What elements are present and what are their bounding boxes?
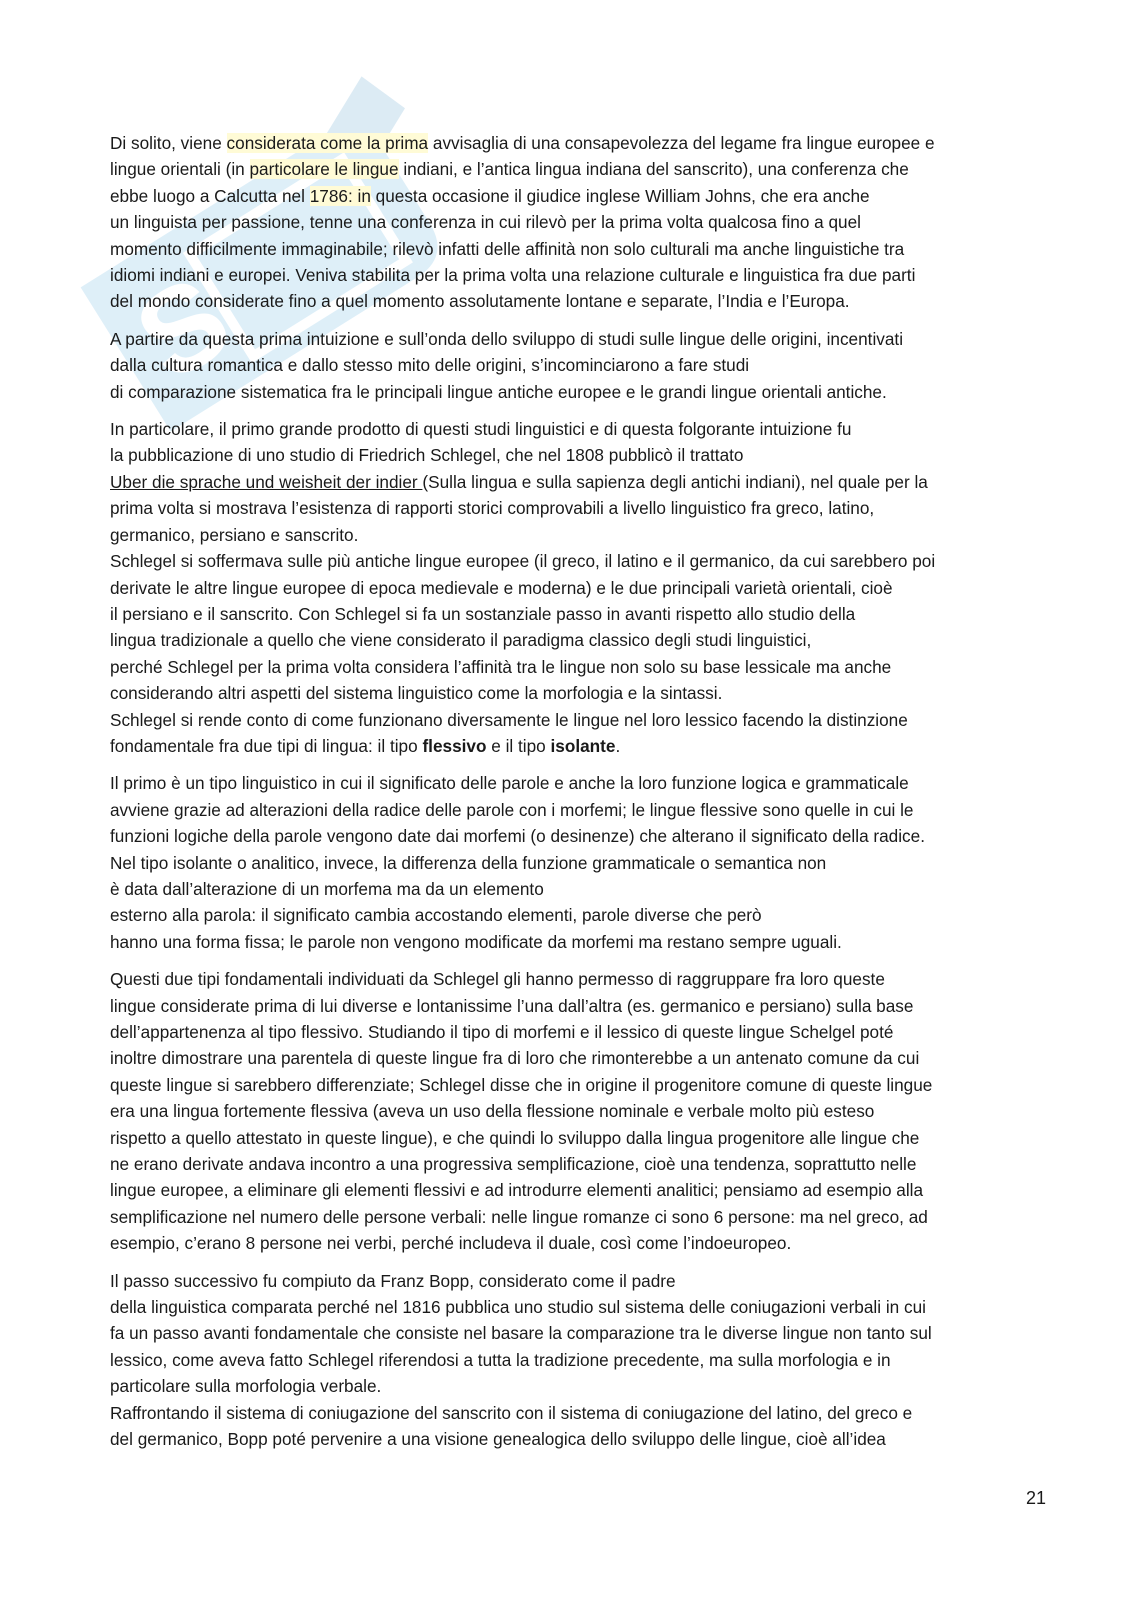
paragraph-4 xyxy=(110,770,1050,955)
text-line: momento difficilmente immaginabile; rilevò infatti delle affinità non solo culturali ma anche linguistiche tra xyxy=(110,238,905,259)
text-line: lingue europee, a eliminare gli elementi flessivi e ad introdurre elementi analitici; pensiamo ad esempio alla xyxy=(110,1180,924,1201)
text-line: derivate le altre lingue europee di epoca medievale e moderna) e le due principali varietà orientali, cioè xyxy=(110,577,893,598)
book-title: Uber die sprache und weisheit der indier xyxy=(110,471,423,492)
text-line: considerando altri aspetti del sistema linguistico come la morfologia e la sintassi. xyxy=(110,683,723,704)
paragraph-5 xyxy=(110,966,1050,1256)
text-line: perché Schlegel per la prima volta considera l’affinità tra le lingue non solo su base lessicale ma anche xyxy=(110,656,892,677)
text-line: del germanico, Bopp poté pervenire a una visione genealogica dello sviluppo delle lingue, cioè all’idea xyxy=(110,1429,886,1450)
text-line: lingua tradizionale a quello che viene considerato il paradigma classico degli studi linguistici, xyxy=(110,630,812,651)
text-line: avviene grazie ad alterazioni della radice delle parole con i morfemi; le lingue flessive sono quelle in cui le xyxy=(110,799,914,820)
text-line: del mondo considerate fino a quel momento assolutamente lontane e separate, l’India e l’Europa. xyxy=(110,291,850,312)
highlighted-text: considerata come la prima xyxy=(226,133,429,153)
text-line: Schlegel si soffermava sulle più antiche lingue europee (il greco, il latino e il germanico, da cui sarebbero poi xyxy=(110,551,936,572)
text-line: prima volta si mostrava l’esistenza di rapporti storici comprovabili a livello linguistico fra greco, latino, xyxy=(110,498,875,519)
text-line: rispetto a quello attestato in queste lingue), e che quindi lo sviluppo dalla lingua progenitore alle lingue che xyxy=(110,1127,920,1148)
text-line: era una lingua fortemente flessiva (aveva un uso della flessione nominale e verbale molto più esteso xyxy=(110,1101,875,1122)
text-line: Uber die sprache und weisheit der indier (Sulla lingua e sulla sapienza degli antichi indiani), nel quale per la xyxy=(110,471,928,492)
document-body xyxy=(110,130,1050,1464)
text-line: la pubblicazione di uno studio di Friedrich Schlegel, che nel 1808 pubblicò il trattato xyxy=(110,445,744,466)
text-line: ne erano derivate andava incontro a una progressiva semplificazione, cioè una tendenza, soprattutto nelle xyxy=(110,1154,917,1175)
bold-term: flessivo xyxy=(422,735,487,756)
text-line: Raffrontando il sistema di coniugazione del sanscrito con il sistema di coniugazione del latino, del greco e xyxy=(110,1402,913,1423)
text-line: fondamentale fra due tipi di lingua: il tipo flessivo e il tipo isolante. xyxy=(110,735,621,756)
text-line: Nel tipo isolante o analitico, invece, la differenza della funzione grammaticale o semantica non xyxy=(110,852,827,873)
text-line: è data dall’alterazione di un morfema ma da un elemento xyxy=(110,878,544,899)
text-line: esterno alla parola: il significato cambia accostando elementi, parole diverse che però xyxy=(110,905,762,926)
text-line: Di solito, viene considerata come la prima avvisaglia di una consapevolezza del legame fra lingue europee e xyxy=(110,133,935,153)
text-line: lingue orientali (in particolare le lingue indiani, e l’antica lingua indiana del sanscrito), una conferenza che xyxy=(110,159,909,180)
text-line: germanico, persiano e sanscrito. xyxy=(110,524,359,545)
text-line: di comparazione sistematica fra le principali lingue antiche europee e le grandi lingue orientali antiche. xyxy=(110,381,887,402)
text-line: funzioni logiche della parole vengono date dai morfemi (o desinenze) che alterano il significato della radice. xyxy=(110,826,925,847)
text-line: hanno una forma fissa; le parole non vengono modificate da morfemi ma restano sempre uguali. xyxy=(110,931,842,952)
bold-term: isolante xyxy=(550,735,616,756)
text-line: A partire da questa prima intuizione e sull’onda dello sviluppo di studi sulle lingue delle origini, incentivati xyxy=(110,328,904,349)
text-line: idiomi indiani e europei. Veniva stabilita per la prima volta una relazione culturale e linguistica fra due parti xyxy=(110,265,916,286)
text-line: esempio, c’erano 8 persone nei verbi, perché includeva il duale, così come l’indoeuropeo. xyxy=(110,1233,792,1254)
highlighted-text: 1786: in xyxy=(309,185,371,206)
svg-text:S: S xyxy=(113,250,253,407)
text-line: lessico, come aveva fatto Schlegel riferendosi a tutta la tradizione precedente, ma sulla morfologia e in xyxy=(110,1349,891,1370)
text-line: il persiano e il sanscrito. Con Schlegel si fa un sostanziale passo in avanti rispetto allo studio della xyxy=(110,603,856,624)
text-line: Il primo è un tipo linguistico in cui il significato delle parole e anche la loro funzione logica e grammaticale xyxy=(110,773,909,794)
text-line: Il passo successivo fu compiuto da Franz Bopp, considerato come il padre xyxy=(110,1270,676,1291)
text-line: dalla cultura romantica e dallo stesso mito delle origini, s’incominciarono a fare studi xyxy=(110,355,750,376)
text-line: queste lingue si sarebbero differenziate; Schlegel disse che in origine il progenitore comune di queste lingue xyxy=(110,1074,933,1095)
text-line: semplificazione nel numero delle persone verbali: nelle lingue romanze ci sono 6 persone: ma nel greco, ad xyxy=(110,1206,928,1227)
text-line: fa un passo avanti fondamentale che consiste nel basare la comparazione tra le diverse lingue non tanto sul xyxy=(110,1323,932,1344)
text-line: lingue considerate prima di lui diverse e lontanissime l’una dall’altra (es. germanico e persiano) sulla base xyxy=(110,995,914,1016)
text-line: dell’appartenenza al tipo flessivo. Studiando il tipo di morfemi e il lessico di queste lingue Schelgel poté xyxy=(110,1022,894,1042)
text-line: della linguistica comparata perché nel 1816 pubblica uno studio sul sistema delle coniugazioni verbali in cui xyxy=(110,1297,926,1318)
paragraph-6 xyxy=(110,1268,1050,1453)
page-number: 21 xyxy=(1025,1488,1046,1508)
paragraph-1 xyxy=(110,130,1050,315)
highlighted-text: particolare le lingue xyxy=(249,159,399,180)
text-line: un linguista per passione, tenne una conferenza in cui rilevò per la prima volta qualcosa fino a quel xyxy=(110,212,861,233)
text-line: particolare sulla morfologia verbale. xyxy=(110,1376,382,1397)
paragraph-3 xyxy=(110,416,1050,759)
paragraph-2 xyxy=(110,326,1050,405)
text-line: inoltre dimostrare una parentela di queste lingue fra di loro che rimonterebbe a un antenato comune da cui xyxy=(110,1048,920,1069)
text-line: Questi due tipi fondamentali individuati da Schlegel gli hanno permesso di raggruppare fra loro queste xyxy=(110,969,885,990)
text-line: Schlegel si rende conto di come funzionano diversamente le lingue nel loro lessico facendo la distinzione xyxy=(110,709,908,730)
text-line: In particolare, il primo grande prodotto di questi studi linguistici e di questa folgorante intuizione fu xyxy=(110,419,852,440)
text-line: ebbe luogo a Calcutta nel 1786: in questa occasione il giudice inglese William Johns, che era anche xyxy=(110,185,870,206)
